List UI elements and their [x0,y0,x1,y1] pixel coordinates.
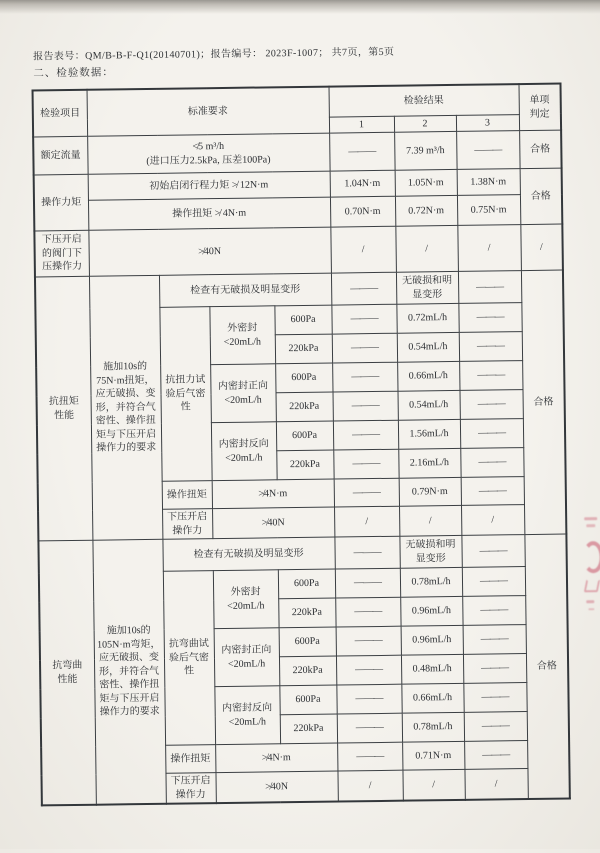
result-1: ——— [332,333,397,363]
rated-flow-std-line2: (进口压力2.5kPa, 压差100Pa) [146,153,271,167]
header-result-col-1: 1 [329,116,394,133]
operating-torque-r2-2: 0.72N·m [395,195,457,226]
result-2: 0.79N·m [399,477,461,506]
anti-torsion-item-cell [35,276,92,541]
anti-bending-gas-label-cell: 抗弯曲试验后气密性 [163,571,215,746]
press-open-valve-r3: / [457,225,521,272]
result-1: ——— [335,568,400,598]
result-3: ——— [461,477,524,506]
press-force-label: 下压开启操作力 [162,509,212,540]
press-open-valve-r2: / [395,225,458,272]
press-open-valve-item-cell: 下压开启的阀门下压操作力 [34,230,89,277]
op-torque-std: ≯4N·m [212,479,334,509]
result-3: ——— [459,390,522,420]
op-torque-label: 操作扭矩 [162,481,212,510]
operating-torque-r2-3: 0.75N·m [457,195,520,226]
result-3: ——— [462,596,525,626]
pressure-cell: 600Pa [274,305,331,335]
pressure-cell: 600Pa [279,685,336,715]
result-3: ——— [464,741,527,770]
result-1: ——— [336,655,401,685]
pressure-cell: 220kPa [279,656,336,686]
result-1: ——— [336,684,401,714]
inner-rev-name: 内密封反向 [218,438,269,451]
anti-bending-outer-seal-cell [213,570,279,629]
result-1: ——— [336,626,401,656]
anti-torsion-outer-seal-cell [209,306,275,365]
outer-seal-name: 外密封 [230,586,261,598]
anti-torsion-check-r2: 无破损和明显变形 [396,271,458,304]
press-open-valve-judge: / [520,224,563,271]
result-2: 1.56mL/h [398,419,460,449]
anti-bending-item-cell [38,540,95,805]
result-2: 0.78mL/h [402,712,464,742]
result-1: ——— [333,391,398,421]
pressure-cell: 220kPa [276,450,333,480]
outer-seal-limit: <20mL/h [227,599,265,612]
anti-torsion-gas-label-cell: 抗扭力试验后气密性 [159,307,211,482]
result-1: ——— [332,362,397,392]
result-2: 0.54mL/h [397,332,459,362]
header-standard-cell: 标准要求 [87,87,330,137]
rated-flow-result-2: 7.39 m³/h [394,131,456,170]
header-result-col-2: 2 [394,115,456,132]
stamp-stroke [588,608,594,611]
header-result-col-3: 3 [456,114,519,131]
result-3: ——— [463,683,526,713]
inner-rev-limit: <20mL/h [225,451,263,464]
operating-torque-std-1: 初始启闭行程力矩 ≯ 12N·m [88,171,330,200]
anti-torsion-inner-fwd-cell [210,364,276,423]
inner-rev-limit: <20mL/h [228,715,267,728]
anti-torsion-judge: 合格 [521,270,566,535]
result-1: ——— [337,742,402,771]
press-force-std: ≯40N [212,507,334,539]
header-item-cell: 检验项目 [33,90,88,137]
red-stamp-fragment [580,515,600,640]
operating-torque-judge: 合格 [520,168,563,225]
op-torque-std: ≯4N·m [215,743,337,773]
anti-bending-check-r1: ——— [334,536,399,569]
rated-flow-item-cell: 额定流量 [33,136,87,175]
operating-torque-r1-3: 1.38N·m [457,169,520,196]
result-2: 0.54mL/h [398,390,460,420]
header-judge-cell [518,84,561,131]
result-2: 0.72mL/h [396,303,458,333]
stamp-arc [582,541,600,573]
anti-torsion-inner-rev-cell [211,422,277,481]
result-2: 0.48mL/h [401,654,463,684]
anti-torsion-check-r3: ——— [458,271,521,304]
anti-bending-check-label: 检查有无破损及明显变形 [162,537,334,571]
stamp-stroke [586,524,595,527]
stamp-stroke [586,600,594,603]
rated-flow-std-line1: ≮5 m³/h [192,140,225,153]
result-3: ——— [460,419,523,449]
pressure-cell: 220kPa [276,392,333,422]
header-judge-label: 单项判定 [529,94,550,120]
anti-bending-item-label: 抗弯曲性能 [52,659,83,685]
result-3: ——— [460,448,523,478]
anti-torsion-check-r1: ——— [331,272,396,305]
inner-rev-name: 内密封反向 [222,702,273,715]
anti-torsion-item-label: 抗扭矩性能 [48,395,79,421]
operating-torque-item-cell: 操作力矩 [34,174,89,231]
result-1: ——— [335,597,400,627]
result-2: 0.96mL/h [400,596,462,626]
result-3: / [461,505,524,536]
result-3: ——— [462,567,525,597]
anti-torsion-check-label: 检查有无破损及明显变形 [159,273,331,307]
press-open-valve-row [34,224,563,277]
section-title: 二、检验数据： [33,67,114,80]
rated-flow-result-3: ——— [456,131,519,170]
inner-fwd-limit: <20mL/h [224,393,262,406]
result-2: 0.71N·m [402,741,464,770]
anti-bending-inner-rev-cell [214,686,280,745]
inner-fwd-name: 内密封正向 [221,644,272,657]
stamp-stroke [584,517,597,520]
press-open-valve-std: ≯40N [88,227,331,276]
operating-torque-std-2: 操作扭矩 ≯ 4N·m [88,197,330,230]
pressure-cell: 600Pa [278,569,335,599]
operating-torque-r1-2: 1.05N·m [395,169,457,196]
pressure-cell: 600Pa [275,363,332,393]
result-1: ——— [334,478,399,507]
operating-torque-r1-1: 1.04N·m [330,170,395,197]
result-2: 0.66mL/h [401,683,463,713]
stamp-stroke [584,579,600,592]
result-2: 0.66mL/h [397,361,459,391]
press-open-valve-r1: / [330,226,396,273]
result-3: ——— [464,712,527,742]
press-force-label: 下压开启操作力 [165,773,215,804]
result-2: 0.78mL/h [400,567,462,597]
result-3: ——— [458,303,521,333]
result-3: ——— [459,332,522,362]
report-meta-line: 报告表号：QM/B-B-F-Q1(20140701)；报告编号： 2023F-1007； 共7页，第5页 [33,46,395,63]
inner-fwd-limit: <20mL/h [227,657,266,670]
pressure-cell: 220kPa [280,714,337,744]
result-3: ——— [463,654,526,684]
result-1: ——— [337,713,402,743]
outer-seal-name: 外密封 [227,322,258,334]
result-1: / [337,770,402,801]
result-3: ——— [459,361,522,391]
result-2: / [402,769,464,800]
rated-flow-result-1: ——— [329,132,394,171]
pressure-cell: 600Pa [279,627,336,657]
inspection-data-table-wrap [32,83,571,807]
press-force-std: ≯40N [215,771,337,803]
result-1: ——— [333,449,398,479]
pressure-cell: 220kPa [275,334,332,364]
op-torque-label: 操作扭矩 [165,745,215,774]
rated-flow-judge: 合格 [519,130,561,169]
result-1: ——— [333,420,398,450]
pressure-cell: 600Pa [276,421,333,451]
anti-bending-check-r2: 无破损和明显变形 [399,535,461,568]
anti-bending-judge: 合格 [524,534,569,799]
anti-bending-check-r3: ——— [461,535,524,568]
operating-torque-r2-1: 0.70N·m [330,196,395,227]
inner-fwd-name: 内密封正向 [217,380,268,393]
anti-bending-inner-fwd-cell [214,628,280,687]
result-2: 2.16mL/h [398,448,460,478]
result-3: ——— [463,625,526,655]
pressure-cell: 220kPa [278,598,335,628]
result-2: / [399,505,461,536]
anti-torsion-requirement-cell: 施加10s的 75N·m扭矩，应无破损、变形，并符合气密性、操作扭矩与下压开启操作力的要求 [89,275,162,540]
result-2: 0.96mL/h [401,625,463,655]
result-3: / [464,769,527,800]
inspection-data-table [32,83,571,807]
header-results-cell: 检验结果 [329,84,519,116]
result-1: / [334,506,399,537]
outer-seal-limit: <20mL/h [223,336,262,348]
anti-bending-requirement-cell: 施加10s的105N·m弯矩，应无破损、变形，并符合气密性、操作扭矩与下压开启操作力的要求 [92,539,165,804]
result-1: ——— [331,304,396,334]
rated-flow-standard-cell [87,133,329,174]
